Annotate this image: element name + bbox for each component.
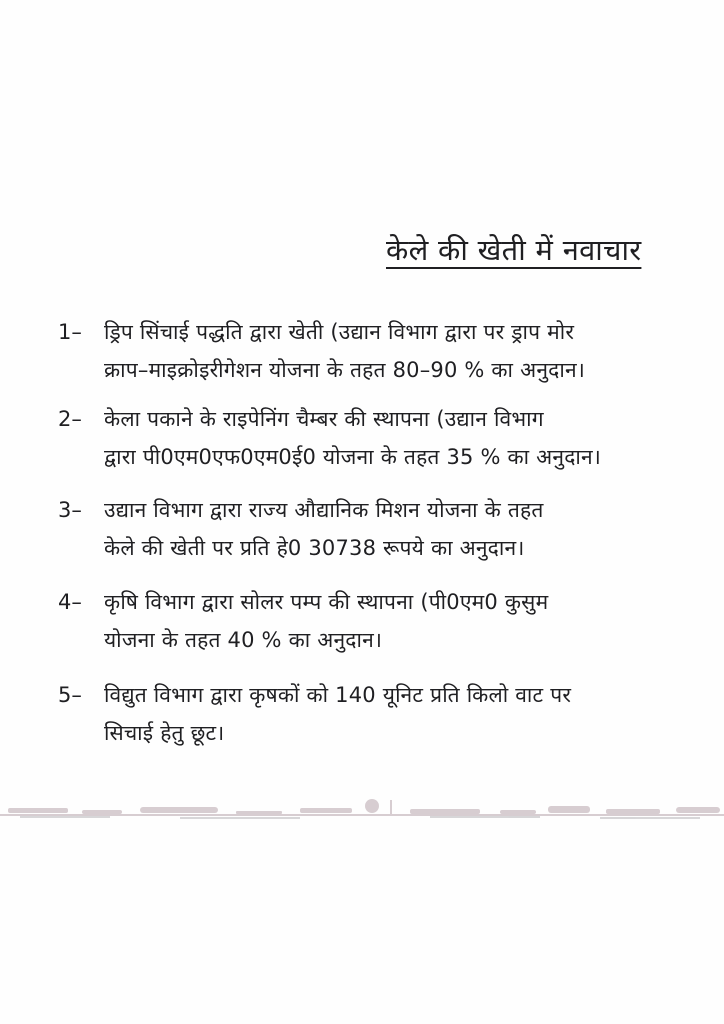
document-title: केले की खेती में नवाचार bbox=[386, 233, 642, 267]
item-text-line: उद्यान विभाग द्वारा राज्य औद्यानिक मिशन योजना के तहत bbox=[104, 498, 544, 522]
item-text-line: क्राप–माइक्रोइरीगेशन योजना के तहत 80–90 % का अनुदान। bbox=[104, 358, 585, 382]
scan-artifact-strip bbox=[0, 796, 724, 828]
item-text-line: योजना के तहत 40 % का अनुदान। bbox=[104, 628, 383, 652]
item-text-line: केले की खेती पर प्रति हे0 30738 रूपये का अनुदान। bbox=[104, 536, 525, 560]
item-number: 4– bbox=[58, 590, 82, 614]
item-text-line: सिचाई हेतु छूट। bbox=[104, 721, 225, 745]
item-text-line: द्वारा पी0एम0एफ0एम0ई0 योजना के तहत 35 % का अनुदान। bbox=[104, 445, 602, 469]
item-number: 2– bbox=[58, 407, 82, 431]
item-text-line: विद्युत विभाग द्वारा कृषकों को 140 यूनिट प्रति किलो वाट पर bbox=[104, 683, 572, 707]
item-number: 1– bbox=[58, 320, 82, 344]
item-number: 5– bbox=[58, 683, 82, 707]
item-text-line: कृषि विभाग द्वारा सोलर पम्प की स्थापना (पी0एम0 कुसुम bbox=[104, 590, 549, 614]
item-text-line: ड्रिप सिंचाई पद्धति द्वारा खेती (उद्यान विभाग द्वारा पर ड्राप मोर bbox=[104, 320, 575, 344]
item-number: 3– bbox=[58, 498, 82, 522]
item-text-line: केला पकाने के राइपेनिंग चैम्बर की स्थापना (उद्यान विभाग bbox=[104, 407, 544, 431]
